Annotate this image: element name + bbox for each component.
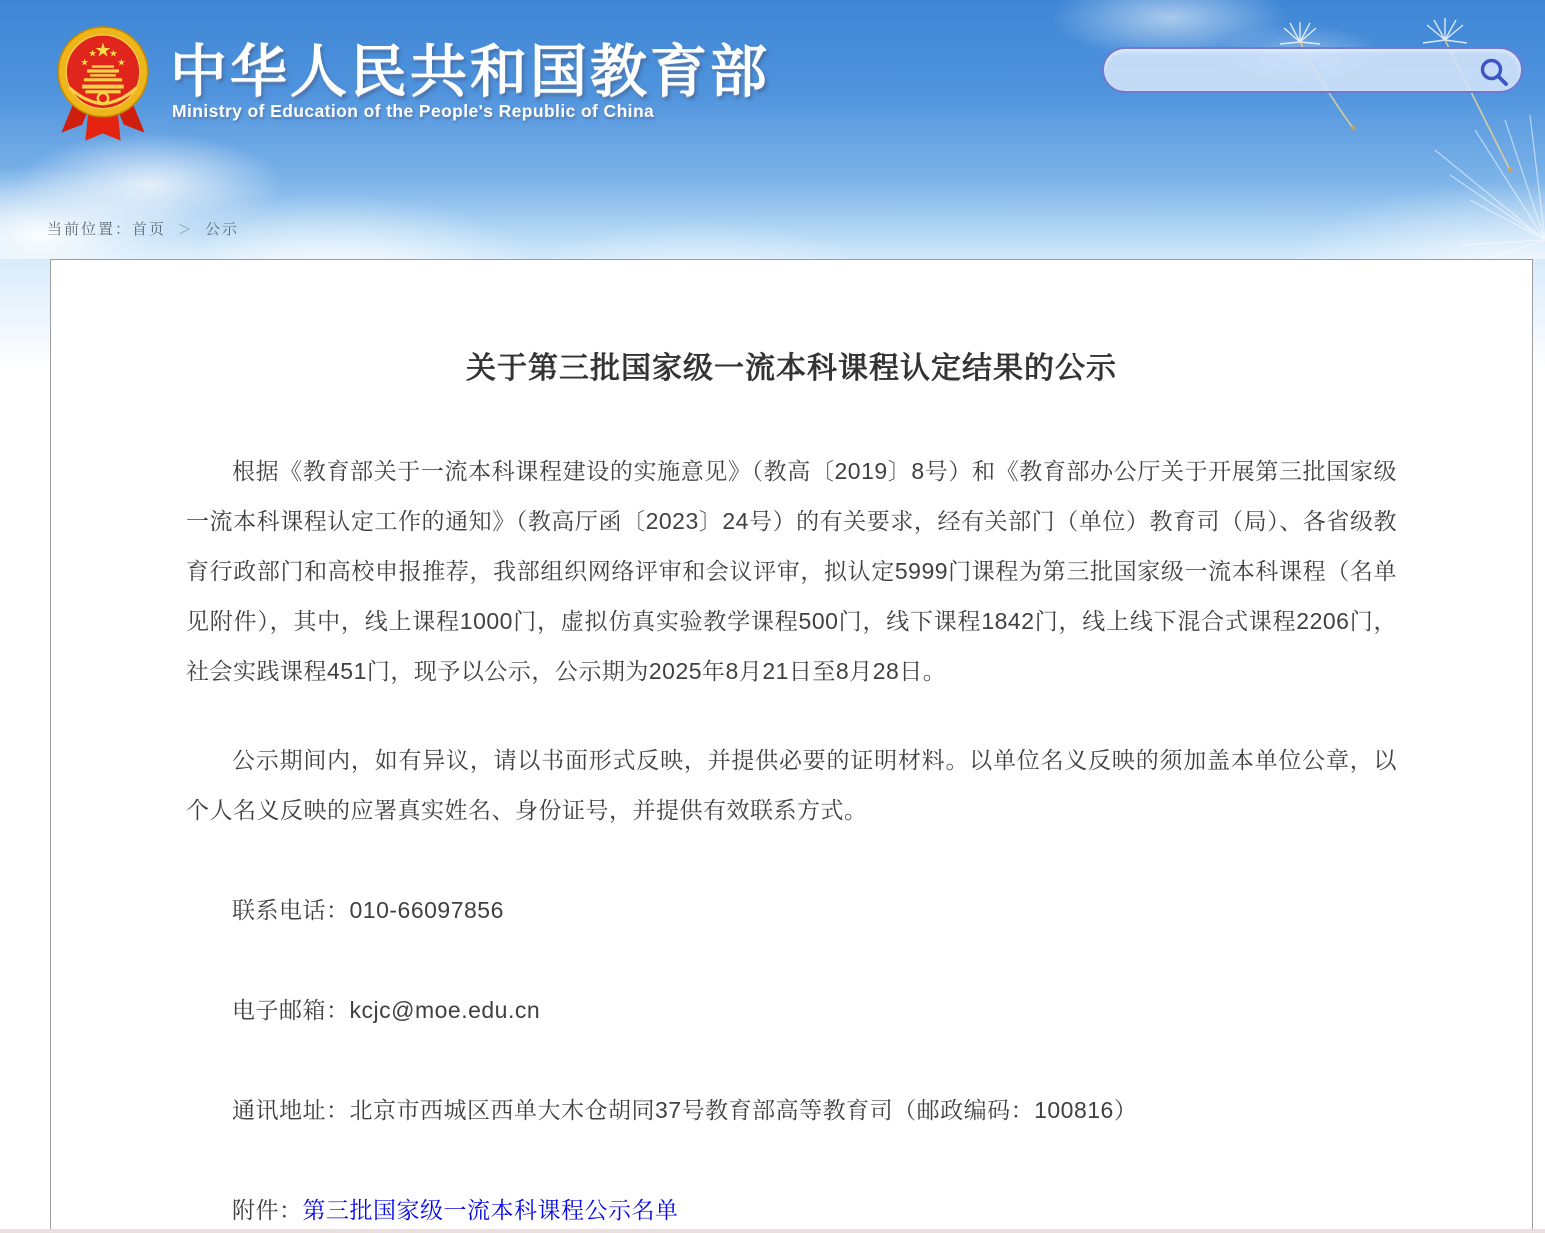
breadcrumb-separator: ＞: [178, 222, 194, 237]
svg-text:★: ★: [94, 38, 112, 62]
footer-top-border: [0, 1229, 1545, 1233]
search-icon[interactable]: [1478, 56, 1510, 88]
svg-text:★: ★: [88, 48, 97, 60]
breadcrumb-gongshi-link[interactable]: 公示: [205, 221, 240, 238]
breadcrumb-label: 当前位置：: [47, 221, 133, 238]
site-subtitle: Ministry of Education of the People's Republic of China: [172, 101, 655, 121]
breadcrumb-home-link[interactable]: 首页: [132, 221, 167, 238]
article-paragraph-1: 根据《教育部关于一流本科课程建设的实施意见》（教高〔2019〕8号）和《教育部办公厅关于开展第三批国家级一流本科课程认定工作的通知》（教高厅函〔2023〕24号）的有关要求，经有关部门（单位）教育司（局）、各省级教育行政部门和高校申报推荐，我部组织网络评审和会议评审，拟认定5999门课程为第三批国家级一流本科课程（名单见附件），其中，线上课程1000门，虚拟仿真实验教学课程500门，线下课程1842门，线上线下混合式课程2206门，社会实践课程451门，现予以公示，公示期为2025年8月21日至8月28日。: [186, 458, 1397, 684]
content-panel: [50, 259, 1533, 1233]
article-title: 关于第三批国家级一流本科课程认定结果的公示: [466, 352, 1117, 385]
breadcrumb: [47, 218, 239, 239]
svg-text:★: ★: [109, 48, 118, 60]
dandelion-decoration: [1085, 0, 1545, 259]
attachment-link[interactable]: 第三批国家级一流本科课程公示名单: [302, 1197, 679, 1223]
national-emblem-icon: [55, 20, 151, 146]
site-header: [0, 0, 1545, 259]
attachment-label: 附件：: [232, 1197, 303, 1223]
search-input[interactable]: [1104, 49, 1521, 91]
contact-address: 通讯地址：北京市西城区西单大木仓胡同37号教育部高等教育司（邮政编码：100816）: [232, 1097, 1138, 1123]
search-bar: [1102, 47, 1523, 93]
svg-text:★: ★: [117, 57, 126, 69]
contact-phone: 联系电话：010-66097856: [232, 897, 504, 923]
site-title: 中华人民共和国教育部: [170, 40, 770, 104]
attachment-row: [186, 1185, 1397, 1233]
article-paragraph-2: 公示期间内，如有异议，请以书面形式反映，并提供必要的证明材料。以单位名义反映的须加盖本单位公章，以个人名义反映的应署真实姓名、身份证号，并提供有效联系方式。: [186, 747, 1397, 823]
svg-text:★: ★: [80, 57, 89, 69]
contact-email: 电子邮箱：kcjc@moe.edu.cn: [232, 997, 541, 1023]
